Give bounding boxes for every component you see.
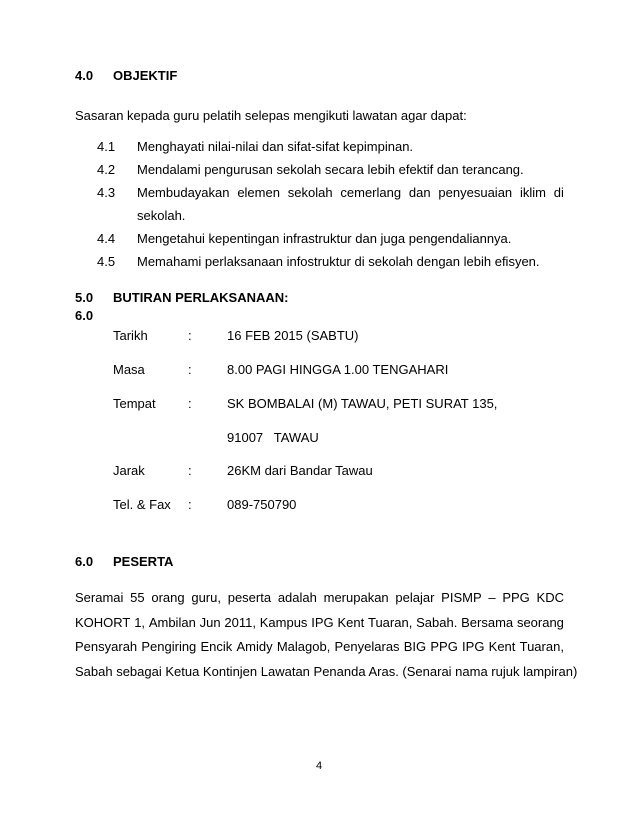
word: penyesuaian: [438, 185, 513, 200]
word: 2011,: [224, 615, 256, 630]
section-6-heading: PESERTA: [113, 554, 174, 569]
objective-text: Menghayati nilai-nilai dan sifat-sifat kepimpinan.: [137, 139, 414, 154]
word: KDC: [536, 590, 564, 605]
word: orang: [151, 590, 185, 605]
word: merupakan: [323, 590, 389, 605]
section-5-heading: BUTIRAN PERLAKSANAAN:: [113, 290, 289, 305]
word: Kent: [488, 639, 516, 654]
word: 1,: [134, 615, 146, 630]
detail-separator: :: [188, 463, 192, 478]
objective-text-justified: [137, 185, 564, 200]
paragraph-line: [75, 639, 564, 654]
section-5-number: 5.0: [75, 290, 94, 305]
word: adalah: [277, 590, 317, 605]
section-4-heading: OBJEKTIF: [113, 68, 178, 83]
page-number: 4: [315, 760, 323, 772]
word: peserta: [227, 590, 272, 605]
detail-separator: :: [188, 497, 192, 512]
detail-separator: :: [188, 396, 192, 411]
word: Penyelaras: [334, 639, 400, 654]
objective-text: Mendalami pengurusan sekolah secara lebih efektif dan terancang.: [137, 162, 524, 177]
word: Kampus: [259, 615, 308, 630]
paragraph-line: [75, 615, 564, 630]
detail-value: 8.00 PAGI HINGGA 1.00 TENGAHARI: [227, 362, 449, 377]
word: cemerlang: [340, 185, 402, 200]
word: Amidy: [236, 639, 273, 654]
objective-text: Mengetahui kepentingan infrastruktur dan juga pengendaliannya.: [137, 231, 512, 246]
word: KOHORT: [75, 615, 131, 630]
section-4-number: 4.0: [75, 68, 94, 83]
word: Pengiring: [141, 639, 197, 654]
word: Seramai: [75, 590, 124, 605]
objective-number: 4.1: [97, 139, 116, 154]
paragraph-last-line: Sabah sebagai Ketua Kontinjen Lawatan Penanda Aras. (Senarai nama rujuk lampiran): [75, 664, 578, 679]
word: PISMP: [441, 590, 482, 605]
word: sekolah: [287, 185, 333, 200]
word: guru,: [191, 590, 221, 605]
word: BIG: [403, 639, 427, 654]
word: Membudayakan: [137, 185, 230, 200]
objective-text-continuation: sekolah.: [137, 208, 186, 223]
detail-label: Tarikh: [113, 328, 148, 343]
detail-separator: :: [188, 362, 192, 377]
word: Tuaran,: [519, 639, 564, 654]
objective-number: 4.4: [97, 231, 116, 246]
word: Tuaran,: [367, 615, 413, 630]
word: IPG: [462, 639, 485, 654]
word: 55: [130, 590, 145, 605]
word: dan: [408, 185, 431, 200]
detail-value: 26KM dari Bandar Tawau: [227, 463, 373, 478]
word: –: [488, 590, 496, 605]
word: pelajar: [395, 590, 435, 605]
word: seorang: [516, 615, 564, 630]
word: Pensyarah: [75, 639, 138, 654]
section-4-intro: Sasaran kepada guru pelatih selepas mengikuti lawatan agar dapat:: [75, 108, 467, 123]
word: Ambilan: [148, 615, 196, 630]
section-6-number: 6.0: [75, 554, 94, 569]
word: Malagob,: [276, 639, 331, 654]
detail-value-continuation: 91007 TAWAU: [227, 430, 319, 445]
word: Bersama: [461, 615, 514, 630]
word: PPG: [502, 590, 530, 605]
objective-number: 4.3: [97, 185, 116, 200]
word: Kent: [337, 615, 365, 630]
objective-number: 4.5: [97, 254, 116, 269]
objective-text: Memahami perlaksanaan infostruktur di sekolah dengan lebih efisyen.: [137, 254, 540, 269]
word: IPG: [311, 615, 334, 630]
word: Jun: [199, 615, 221, 630]
detail-label: Tel. & Fax: [113, 497, 171, 512]
objective-number: 4.2: [97, 162, 116, 177]
detail-value: SK BOMBALAI (M) TAWAU, PETI SURAT 135,: [227, 396, 498, 411]
word: PPG: [430, 639, 458, 654]
word: elemen: [237, 185, 280, 200]
word: Encik: [200, 639, 233, 654]
detail-value: 16 FEB 2015 (SABTU): [227, 328, 359, 343]
word: Sabah.: [416, 615, 458, 630]
word: iklim: [519, 185, 546, 200]
detail-value: 089-750790: [227, 497, 297, 512]
word: di: [553, 185, 564, 200]
detail-separator: :: [188, 328, 192, 343]
section-5-number-secondary: 6.0: [75, 308, 94, 323]
detail-label: Jarak: [113, 463, 145, 478]
detail-label: Tempat: [113, 396, 156, 411]
detail-label: Masa: [113, 362, 145, 377]
paragraph-line: [75, 590, 564, 605]
